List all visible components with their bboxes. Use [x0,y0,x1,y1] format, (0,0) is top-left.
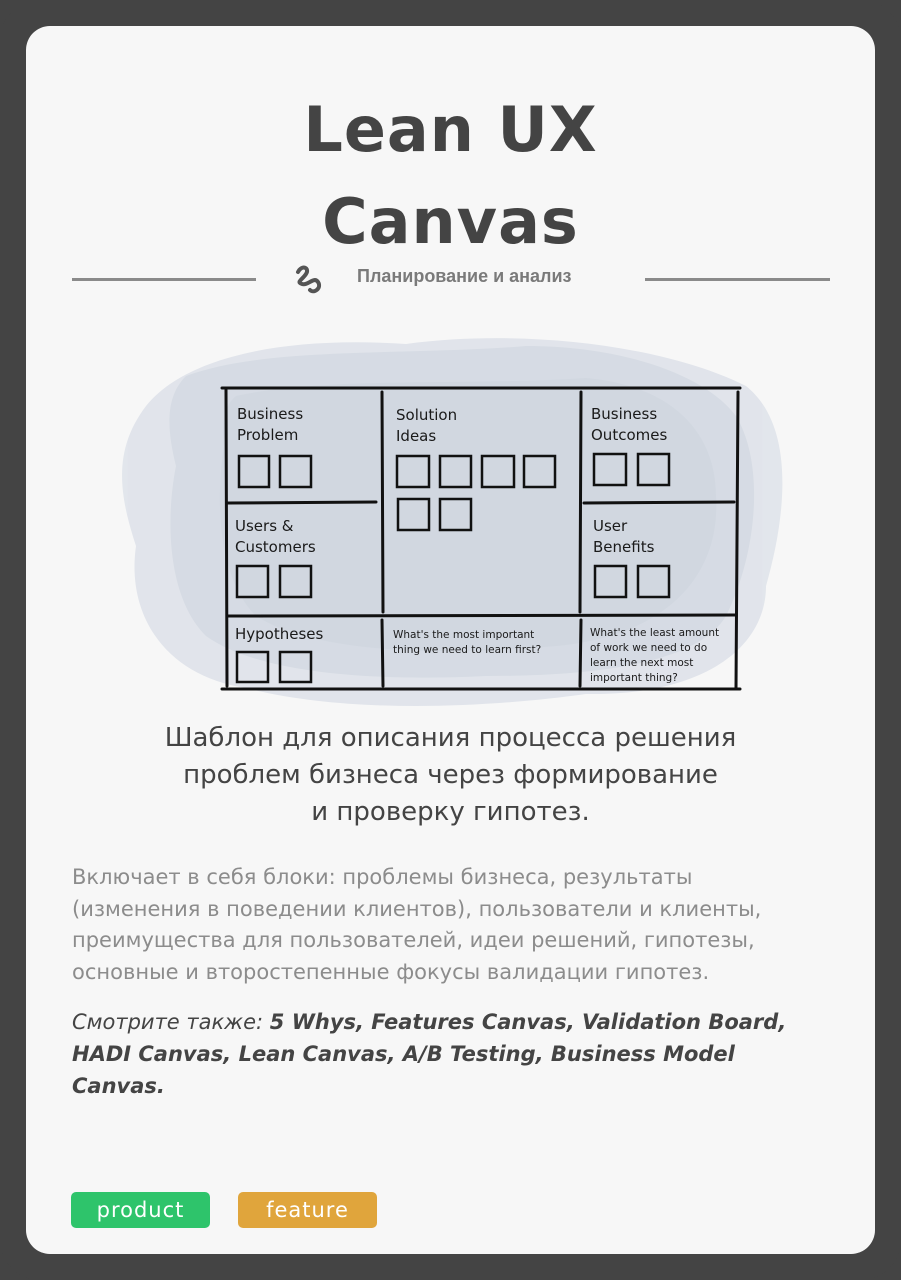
lead-line-1: Шаблон для описания процесса решения [164,723,737,753]
see-also-links-3: Canvas. [72,1074,165,1098]
page-title [26,84,875,268]
lead-description [86,720,815,831]
tag-feature[interactable]: feature [238,1192,377,1228]
see-also-links-1: 5 Whys, Features Canvas, Validation Board, [269,1010,787,1034]
business-problem-label: Business Problem [237,405,304,444]
see-also-line-2 [72,1038,842,1070]
tag-product[interactable]: product [71,1192,210,1228]
squiggle-icon [292,262,328,298]
category-label: Планирование и анализ [357,266,572,286]
body-line-1: Включает в себя блоки: проблемы бизнеса, результаты [72,865,693,889]
user-benefits-label: User Benefits [593,517,655,556]
learn-first-label: What's the most important thing we need to learn first? [393,629,542,656]
card [26,26,875,1254]
divider-right [645,278,830,281]
least-work-label: What's the least amount of work we need to do learn the next most important thing? [590,627,720,684]
title-line-1: Lean UX [303,93,598,166]
see-also-line-3 [72,1070,842,1102]
body-line-3: преимущества для пользователей, идеи решений, гипотезы, [72,928,755,952]
body-description [72,862,842,988]
lead-line-2: проблем бизнеса через формирование [183,760,718,790]
see-also-prefix: Смотрите также: [72,1010,270,1034]
hypotheses-label: Hypotheses [235,625,324,643]
business-outcomes-label: Business Outcomes [591,405,668,444]
body-line-2: (изменения в поведении клиентов), пользователи и клиенты, [72,896,762,921]
see-also-links-2: HADI Canvas, Lean Canvas, A/B Testing, Business Model [72,1042,735,1066]
divider-left [72,278,256,281]
lead-line-3: и проверку гипотез. [311,797,590,827]
see-also [72,1006,842,1102]
title-line-2: Canvas [322,185,579,258]
body-line-4: основные и второстепенные фокусы валидации гипотез. [72,959,710,984]
solution-ideas-label: Solution Ideas [396,406,458,445]
lean-ux-canvas-illustration [106,316,796,716]
users-customers-label: Users & Customers [235,517,316,556]
see-also-line-1 [72,1006,842,1038]
